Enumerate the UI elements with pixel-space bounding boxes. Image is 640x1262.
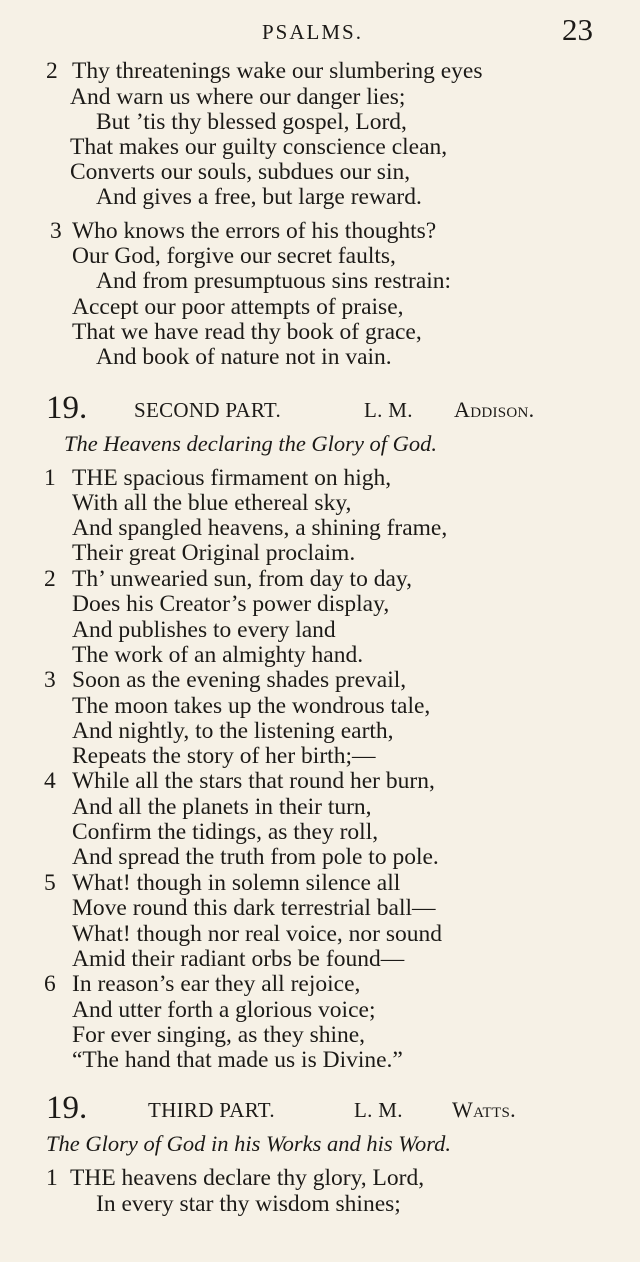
hymn-subtitle: The Glory of God in his Works and his Word. xyxy=(46,1131,452,1156)
verse-line: While all the stars that round her burn, xyxy=(72,768,435,794)
hymn-tune: Addison. xyxy=(454,397,535,422)
verse-line: That we have read thy book of grace, xyxy=(72,319,422,345)
verse-line: Th’ unwearied sun, from day to day, xyxy=(72,566,412,592)
verse-line: “The hand that made us is Divine.” xyxy=(72,1047,403,1073)
verse-line: What! though in solemn silence all xyxy=(72,870,401,896)
verse-line: And nightly, to the listening earth, xyxy=(72,718,394,744)
verse-number: 3 xyxy=(44,667,56,693)
verse-line: And gives a free, but large reward. xyxy=(96,184,422,210)
verse-number: 2 xyxy=(44,566,56,592)
verse-line: And warn us where our danger lies; xyxy=(70,84,406,110)
verse-number: 6 xyxy=(44,971,56,997)
verse-line: But ’tis thy blessed gospel, Lord, xyxy=(96,109,407,135)
verse-line: That makes our guilty conscience clean, xyxy=(70,134,448,160)
verse-number: 5 xyxy=(44,870,56,896)
hymn-part: SECOND PART. xyxy=(134,398,282,422)
running-head xyxy=(0,14,640,48)
verse-line: Does his Creator’s power display, xyxy=(72,591,390,617)
verse-line: And from presumptuous sins restrain: xyxy=(96,268,452,294)
verse-line: And spangled heavens, a shining frame, xyxy=(72,515,448,541)
verse-line: What! though nor real voice, nor sound xyxy=(72,921,443,947)
verse-line: The work of an almighty hand. xyxy=(72,642,364,668)
verse-line: Their great Original proclaim. xyxy=(72,540,356,566)
verse-line: Repeats the story of her birth;— xyxy=(72,743,376,769)
verse-line: The moon takes up the wondrous tale, xyxy=(72,693,431,719)
verse-line: Who knows the errors of his thoughts? xyxy=(72,218,437,244)
verse-line: And spread the truth from pole to pole. xyxy=(72,844,439,870)
verse-line: Soon as the evening shades prevail, xyxy=(72,667,407,693)
verse-line: Thy threatenings wake our slumbering eyes xyxy=(72,58,483,84)
verse-line: THE spacious firmament on high, xyxy=(72,465,392,491)
verse-line: Our God, forgive our secret faults, xyxy=(72,243,396,269)
verse-number: 1 xyxy=(46,1165,58,1191)
verse-line: Amid their radiant orbs be found— xyxy=(72,946,405,972)
verse-number: 2 xyxy=(46,58,58,84)
verse-line: THE heavens declare thy glory, Lord, xyxy=(70,1165,425,1191)
hymn-meter: L. M. xyxy=(364,398,413,422)
running-title: PSALMS. xyxy=(262,20,363,44)
verse-line: With all the blue ethereal sky, xyxy=(72,490,352,516)
verse-line: For ever singing, as they shine, xyxy=(72,1022,366,1048)
verse-number: 3 xyxy=(50,218,62,244)
hymn-tune: Watts. xyxy=(452,1097,516,1122)
verse-line: And all the planets in their turn, xyxy=(72,794,372,820)
verse-line: And book of nature not in vain. xyxy=(96,344,392,370)
hymn-meter: L. M. xyxy=(354,1098,403,1122)
verse-number: 4 xyxy=(44,768,56,794)
verse-line: Move round this dark terrestrial ball— xyxy=(72,895,436,921)
hymn-part: THIRD PART. xyxy=(148,1098,275,1122)
hymn-number: 19. xyxy=(46,390,88,426)
hymn-number: 19. xyxy=(46,1090,88,1126)
verse-line: And utter forth a glorious voice; xyxy=(72,997,376,1023)
page-number: 23 xyxy=(562,12,593,47)
verse-line: Accept our poor attempts of praise, xyxy=(72,294,404,320)
verse-line: And publishes to every land xyxy=(72,617,336,643)
verse-line: Converts our souls, subdues our sin, xyxy=(70,159,411,185)
verse-line: In every star thy wisdom shines; xyxy=(96,1191,401,1217)
hymn-subtitle: The Heavens declaring the Glory of God. xyxy=(64,431,438,456)
verse-line: In reason’s ear they all rejoice, xyxy=(72,971,361,997)
verse-line: Confirm the tidings, as they roll, xyxy=(72,819,379,845)
verse-number: 1 xyxy=(44,465,56,491)
